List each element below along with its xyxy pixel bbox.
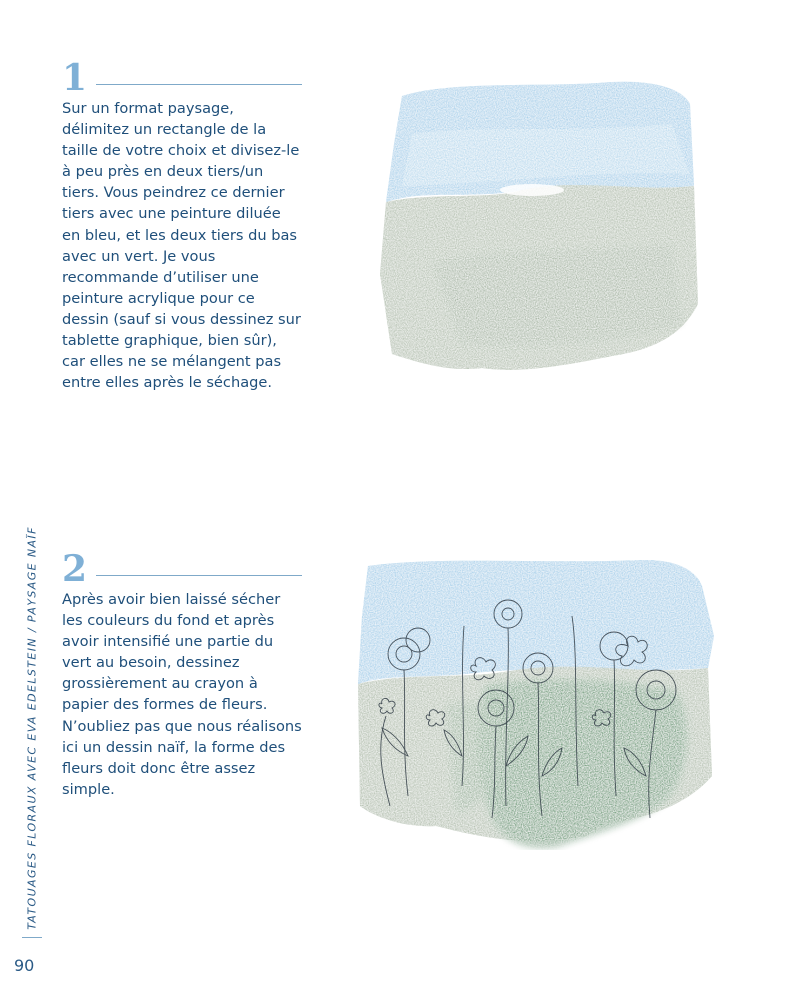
step-number: 2 [62, 548, 88, 590]
step-rule [96, 84, 302, 85]
grass-shade [432, 244, 682, 346]
running-header: TATOUAGES FLORAUX AVEC EVA EDELSTEIN / PAYSAGE NAÏF [25, 526, 39, 930]
step-2 [62, 548, 302, 800]
step-header [62, 548, 302, 590]
step-number: 1 [62, 57, 88, 99]
step-1 [62, 57, 302, 393]
watercolor-landscape-illustration [372, 74, 702, 380]
flower-sketch-illustration [346, 556, 718, 850]
sky-wash [358, 560, 714, 684]
step-text: Après avoir bien laissé sécher les couleurs du fond et après avoir intensifié une partie du vert au besoin, dessinez grossièrement au crayon à papier des formes de fleurs. N’oubliez pas que nous réalisons ici un dessin naïf, la forme des fleurs doit donc être assez simple. [62, 591, 302, 798]
page-number-rule [22, 937, 42, 938]
step-rule [96, 575, 302, 576]
step-text: Sur un format paysage, délimitez un rectangle de la taille de votre choix et divisez-le à peu près en deux tiers/un tiers. Vous peindrez ce dernier tiers avec une peinture diluée en bleu, et les deux tiers du bas avec un vert. Je vous recommande d’utiliser une peinture acrylique pour ce dessin (sauf si vous dessinez sur tablette graphique, bien sûr), car elles ne se mélangent pas entre elles après le séchage. [62, 100, 301, 392]
cloud-highlight [500, 184, 564, 196]
step-header [62, 57, 302, 99]
page-number: 90 [14, 956, 35, 975]
